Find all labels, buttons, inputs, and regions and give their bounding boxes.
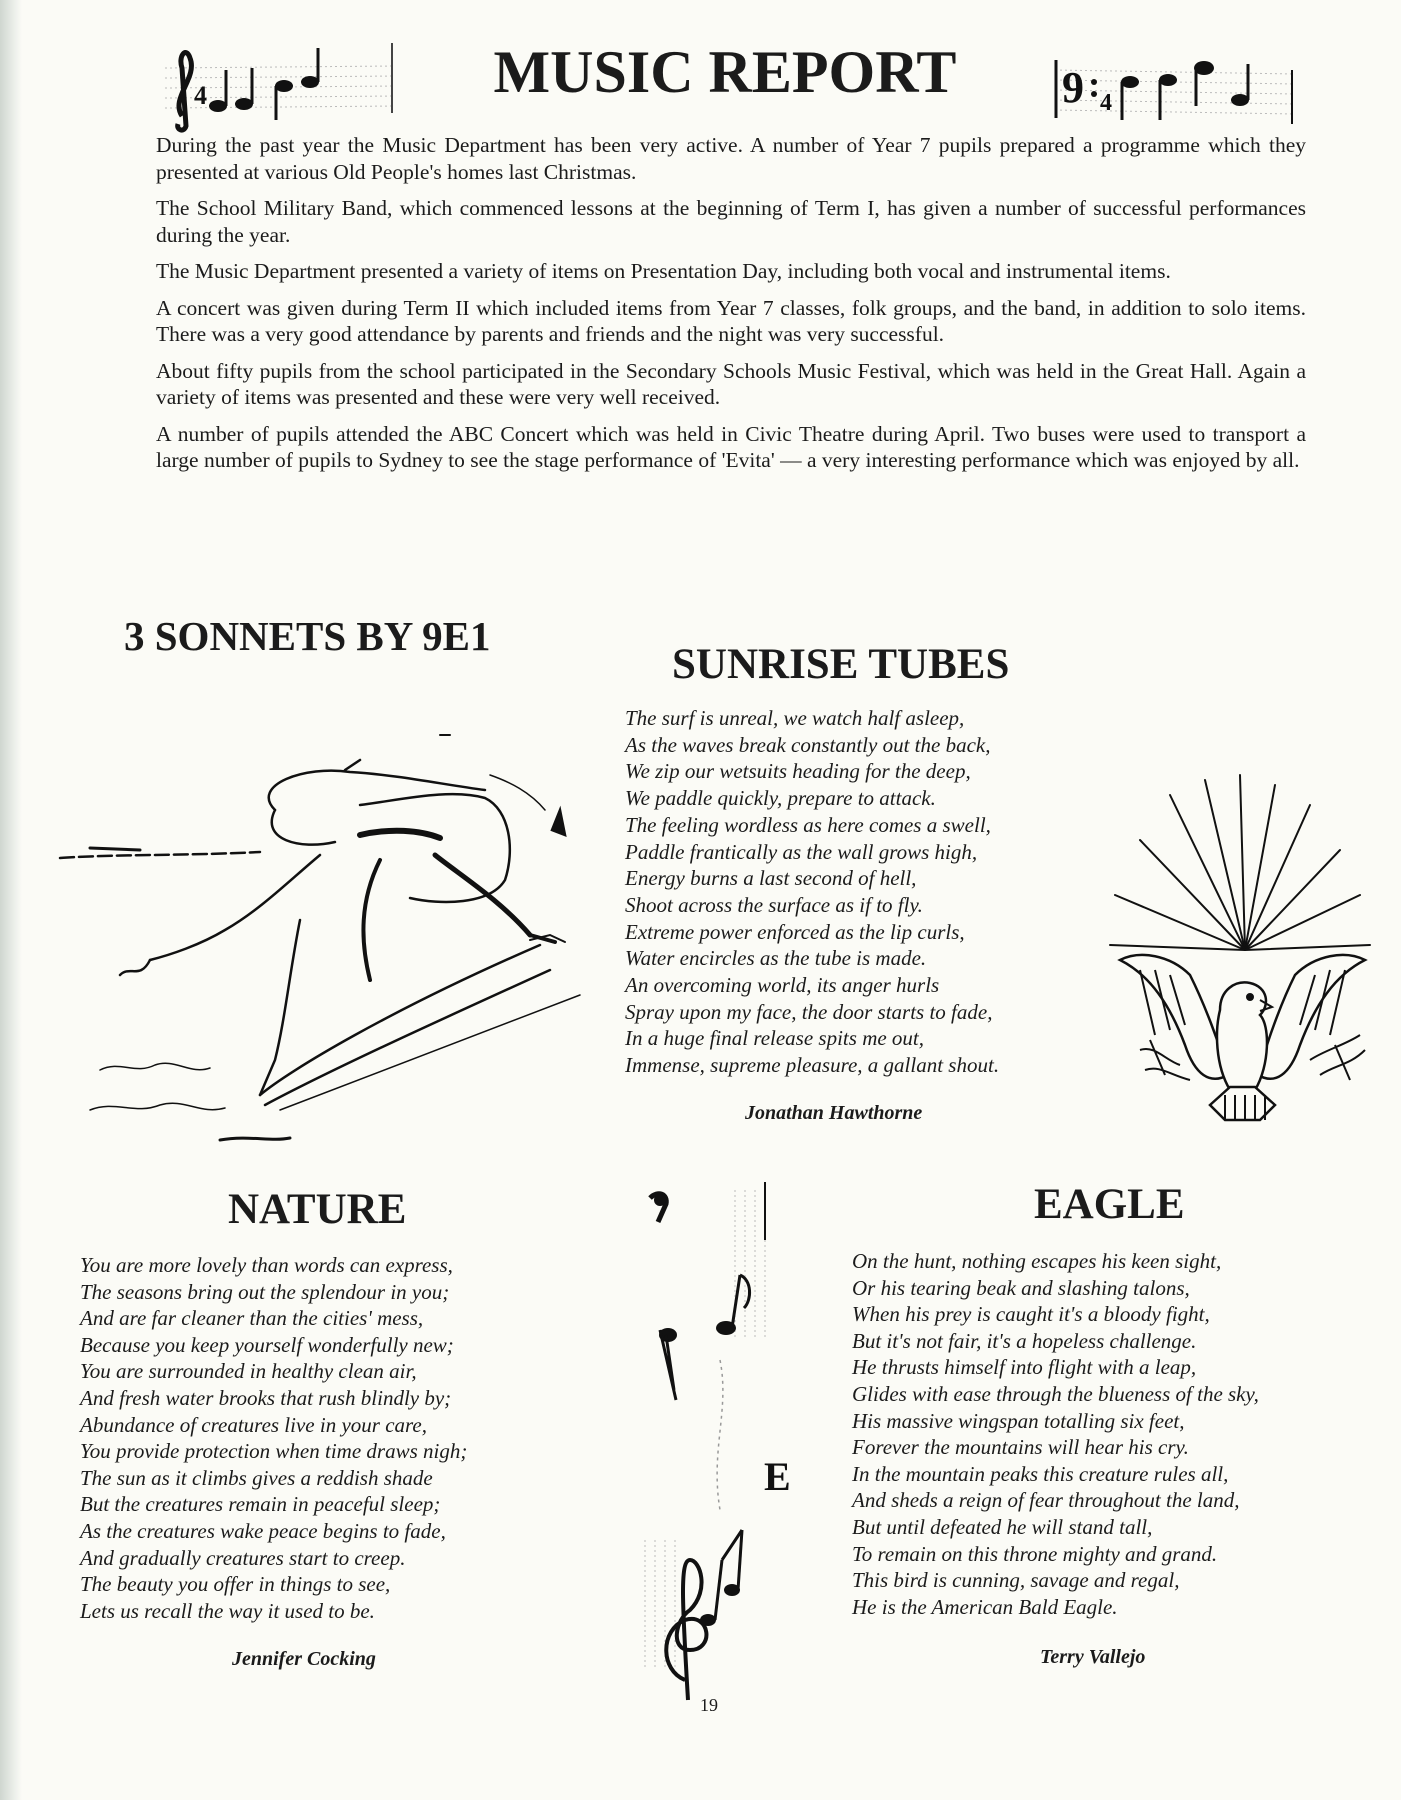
sunrise-poem [625, 705, 999, 1079]
poem-line: On the hunt, nothing escapes his keen sight, [852, 1249, 1222, 1273]
poem-line: Immense, supreme pleasure, a gallant shout. [625, 1053, 1000, 1078]
music-notes-treble-icon [160, 38, 400, 128]
poem-line: His massive wingspan totalling six feet, [852, 1408, 1185, 1433]
report-paragraph: A concert was given during Term II which included items from Year 7 classes, folk groups, and the band, in addition to solo items. There was a very good attendance by parents and friends and the night was very successful. [156, 295, 1306, 346]
music-report-body [156, 132, 1306, 484]
nature-title: NATURE [228, 1186, 407, 1233]
poem-line: As the creatures wake peace begins to fade, [80, 1518, 446, 1543]
page-number: 19 [700, 1695, 718, 1715]
poem-line: Shoot across the surface as if to fly. [625, 892, 923, 917]
poem-line: The sun as it climbs gives a reddish shade [80, 1465, 433, 1490]
sunrise-author: Jonathan Hawthorne [745, 1102, 923, 1124]
poem-line: The feeling wordless as here comes a swell, [625, 812, 991, 837]
poem-line: The surf is unreal, we watch half asleep, [625, 706, 965, 730]
music-notes-bass-icon [1050, 40, 1300, 125]
eagle-sunburst-illustration [1110, 775, 1380, 1150]
report-paragraph: The Music Department presented a variety of items on Presentation Day, including both vocal and instrumental items. [156, 259, 1171, 283]
poem-line: An overcoming world, its anger hurls [625, 973, 940, 998]
surfer-illustration [60, 730, 610, 1150]
nature-author: Jennifer Cocking [232, 1648, 376, 1670]
poem-line: Extreme power enforced as the lip curls, [625, 919, 965, 944]
music-notes-column-icon [640, 1180, 790, 1690]
eagle-title: EAGLE [1034, 1181, 1185, 1228]
report-paragraph: During the past year the Music Department has been very active. A number of Year 7 pupils prepared a programme which they presented at various Old People's homes last Christmas. [156, 133, 1306, 184]
poem-line: You provide protection when time draws nigh; [80, 1439, 468, 1464]
poem-line: And fresh water brooks that rush blindly by; [80, 1385, 452, 1410]
poem-line: To remain on this throne mighty and grand. [852, 1541, 1218, 1566]
poem-line: In a huge final release spits me out, [625, 1026, 925, 1051]
svg-text:4: 4 [194, 81, 207, 110]
nature-poem [80, 1252, 467, 1624]
poem-line: As the waves break constantly out the back, [625, 732, 991, 757]
poem-line: Energy burns a last second of hell, [625, 866, 917, 891]
poem-line: Abundance of creatures live in your care, [80, 1412, 427, 1437]
poem-line: Because you keep yourself wonderfully new; [80, 1332, 454, 1357]
svg-text:4: 4 [1100, 90, 1112, 116]
poem-line: Glides with ease through the blueness of the sky, [852, 1381, 1259, 1406]
poem-line: Spray upon my face, the door starts to fade, [625, 999, 993, 1024]
poem-line: He thrusts himself into flight with a leap, [852, 1355, 1197, 1380]
sunrise-title: SUNRISE TUBES [672, 641, 1010, 688]
poem-line: And are far cleaner than the cities' mess, [80, 1306, 424, 1331]
report-paragraph: The School Military Band, which commenced lessons at the beginning of Term I, has given a number of successful performances during the year. [156, 196, 1306, 247]
report-paragraph: A number of pupils attended the ABC Concert which was held in Civic Theatre during April. Two buses were used to transport a large number of pupils to Sydney to see the stage performance of 'Evita' — a very interesting performance which was enjoyed by all. [156, 421, 1306, 472]
poem-line: He is the American Bald Eagle. [852, 1594, 1118, 1619]
svg-text:E: E [764, 1454, 791, 1499]
poem-line: Or his tearing beak and slashing talons, [852, 1275, 1190, 1300]
report-paragraph: About fifty pupils from the school participated in the Secondary Schools Music Festival, which was held in the Great Hall. Again a variety of items was presented and these were very well received. [156, 358, 1306, 409]
poem-line: The beauty you offer in things to see, [80, 1572, 391, 1597]
poem-line: When his prey is caught it's a bloody fight, [852, 1302, 1210, 1327]
poem-line: In the mountain peaks this creature rules all, [852, 1461, 1229, 1486]
poem-line: Lets us recall the way it used to be. [80, 1598, 375, 1623]
eagle-author: Terry Vallejo [1040, 1646, 1146, 1668]
page-edge-shadow [0, 0, 22, 1800]
poem-line: But it's not fair, it's a hopeless challenge. [852, 1328, 1197, 1353]
poem-line: Forever the mountains will hear his cry. [852, 1435, 1189, 1460]
page-title: MUSIC REPORT [493, 39, 957, 105]
poem-line: This bird is cunning, savage and regal, [852, 1568, 1180, 1593]
poem-line: And gradually creatures start to creep. [80, 1545, 406, 1570]
poem-line: You are more lovely than words can express, [80, 1253, 453, 1277]
poem-line: We zip our wetsuits heading for the deep, [625, 759, 971, 784]
poem-line: Water encircles as the tube is made. [625, 946, 927, 971]
poem-line: But the creatures remain in peaceful sleep; [80, 1492, 441, 1517]
poem-line: And sheds a reign of fear throughout the land, [852, 1488, 1240, 1513]
svg-text:9: 9 [1062, 63, 1084, 112]
sonnets-heading: 3 SONNETS BY 9E1 [124, 613, 491, 659]
poem-line: But until defeated he will stand tall, [852, 1514, 1153, 1539]
poem-line: The seasons bring out the splendour in you; [80, 1279, 450, 1304]
poem-line: Paddle frantically as the wall grows high, [625, 839, 978, 864]
poem-line: We paddle quickly, prepare to attack. [625, 786, 936, 811]
poem-line: You are surrounded in healthy clean air, [80, 1359, 417, 1384]
eagle-poem [852, 1248, 1259, 1620]
